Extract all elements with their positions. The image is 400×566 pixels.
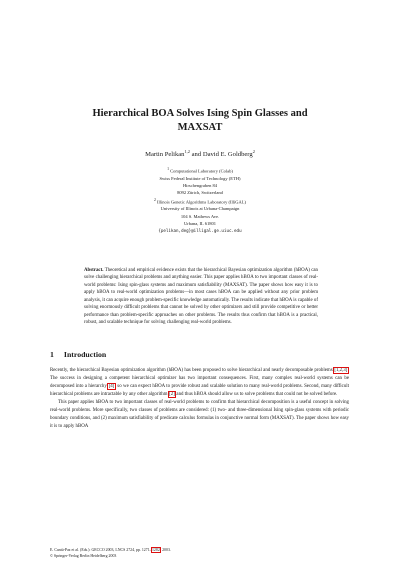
abstract-text: Theoretical and empirical evidence exists that the hierarchical Bayesian optimization algorithm (hBOA) can solve challenging hierarchical problems and anything easier. This paper applies hBOA to two important classes of real-world problems: Ising spin-glass systems and maximum satisfiability (MAXSAT). The paper shows how easy it is to apply hBOA to real-world optimization problems—in most cases hBOA can be applied without any prior problem analysis, it can acquire enough problem-specific knowledge automatically. The results indicate that hBOA is capable of solving enormously difficult problems that cannot be solved by other optimizers and still provide competitive or better performance than problem-specific approaches on other problems. The results thus confirm that hBOA is a practical, robust, and scalable technique for solving challenging real-world problems. (84, 268, 318, 326)
abstract-label: Abstract. (84, 268, 104, 273)
affiliation-mark: 1 (167, 167, 169, 171)
citation-link[interactable]: [1,2,3] (334, 368, 348, 373)
affiliation-line: $^2$ Illinois Genetic Algorithms Laboratory (IlliGAL) (154, 197, 246, 205)
author-name: Martin Pelikan (145, 151, 185, 159)
copyright-notice: © Springer-Verlag Berlin Heidelberg 2003 (50, 553, 117, 558)
citation-link[interactable]: [2] (169, 392, 175, 397)
section-number: 1 (50, 350, 54, 359)
affiliation-line: Hirschengraben 84 (182, 183, 218, 189)
paragraph: Recently, the hierarchical Bayesian optimization algorithm (hBOA) has been proposed to solve hierarchical and nearly decomposable problems [1,2,3]. The success in designing a competent hierarchical optimizer has two important consequences. First, many complex real-world systems can be decomposed into a hierarchy [4], so we can expect hBOA to provide robust and scalable solution to many real-world problems. Second, many difficult hierarchical problems are intractable by any other algorithm [2] and thus hBOA should allow us to solve problems that could not be solved before. (50, 368, 349, 397)
affiliation-line: 104 S. Mathews Ave. (180, 213, 220, 219)
affiliation-mark: 2 (154, 197, 156, 202)
author-email: {pelikan,deg}@illigal.ge.uiuc.edu (158, 228, 242, 234)
citation-link[interactable]: [4] (108, 384, 115, 389)
title-line-1: Hierarchical BOA Solves Ising Spin Glasses and (92, 108, 308, 119)
affiliation-line: $^1$ Computational Laboratory (Colab) (167, 167, 233, 174)
citation-footer: E. Cantú-Paz et al. (Eds.): GECCO 2003, LNCS 2724, pp. 1271–1282, 2003. (50, 548, 171, 552)
author-affiliation-mark: 2 (252, 149, 255, 154)
title-line-2: MAXSAT (177, 122, 223, 133)
paragraph: This paper applies hBOA to two important classes of real-world problems to confirm that hierarchical decomposition is a useful concept in solving real-world problems. More specifically, two classes of problems are considered: (1) two- and three-dimensional Ising spin-glass systems with periodic boundary conditions, and (2) maximum satisfiability of predicate calculus formulas in conjunctive normal form (MAXSAT). The paper shows how easy it is to apply hBOA (50, 400, 349, 429)
affiliation-line: University of Illinois at Urbana-Champaign (160, 206, 240, 212)
author-affiliation-mark: 1,2 (184, 149, 190, 154)
affiliation-line: 8092 Zürich, Switzerland (177, 190, 223, 196)
section-body (50, 367, 349, 431)
section-heading (50, 350, 106, 359)
affiliation-line: Swiss Federal Institute of Technology (ETH) (159, 175, 241, 181)
affiliations (70, 166, 330, 235)
page-footer (50, 548, 171, 559)
author-name: David E. Goldberg (202, 151, 253, 159)
author-list (50, 149, 350, 158)
page-range-link[interactable]: 1282 (151, 548, 160, 552)
author-conjunction: and (189, 151, 203, 159)
section-title: Introduction (63, 350, 107, 359)
affiliation-line: Urbana, IL 61801 (184, 221, 216, 227)
abstract (84, 267, 318, 327)
paper-title (50, 107, 350, 135)
